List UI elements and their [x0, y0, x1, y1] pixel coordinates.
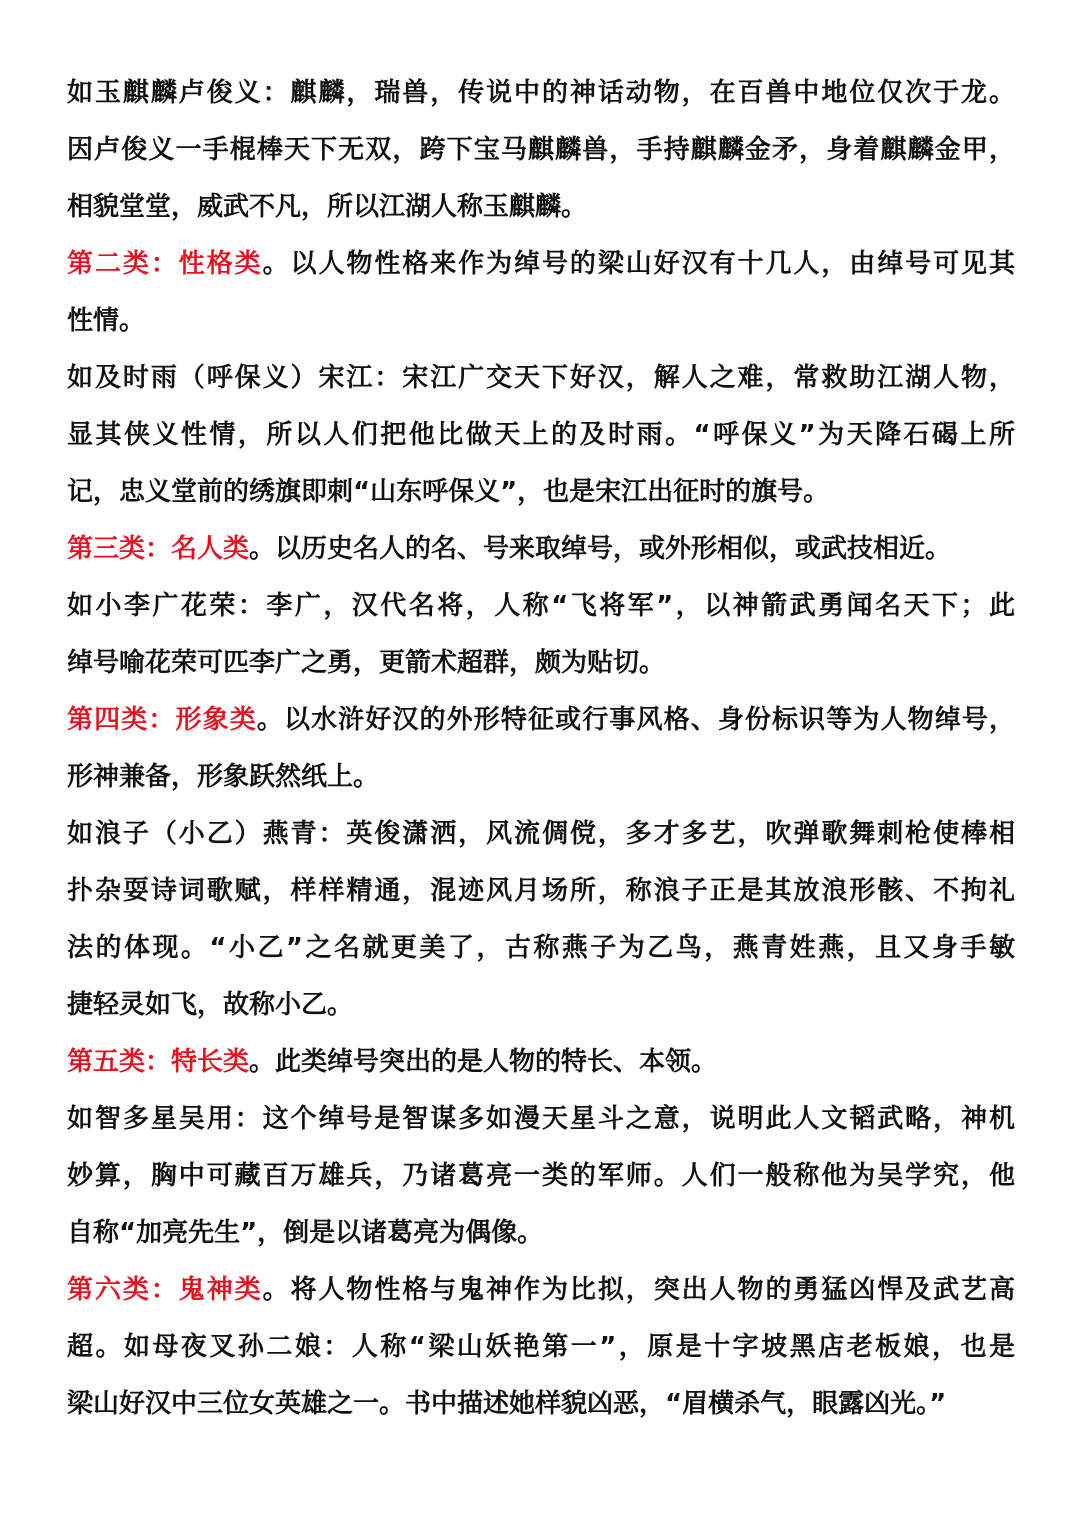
text-line [67, 1091, 1015, 1148]
line-text: 梁山好汉中三位女英雄之一。书中描述她样貌凶恶，“眉横杀气，眼露凶光。” [67, 1389, 947, 1419]
line-text: 如玉麒麟卢俊义：麒麟，瑞兽，传说中的神话动物，在百兽中地位仅次于龙。 [67, 78, 1015, 108]
text-line [67, 749, 1015, 806]
line-text: 记，忠义堂前的绣旗即刺“山东呼保义”，也是宋江出征时的旗号。 [67, 477, 830, 507]
line-text: 。此类绰号突出的是人物的特长、本领。 [249, 1047, 718, 1077]
text-line [67, 464, 1015, 521]
line-text: 。以历史名人的名、号来取绰号，或外形相似，或武技相近。 [249, 534, 952, 564]
text-line [67, 1262, 1015, 1319]
category-paragraph [67, 521, 1015, 578]
line-text: 。以水浒好汉的外形特征或行事风格、身份标识等为人物绰号， [256, 705, 1015, 735]
line-text: 扑杂耍诗词歌赋，样样精通，混迹风月场所，称浪子正是其放浪形骸、不拘礼 [67, 876, 1015, 906]
line-text: 法的体现。“小乙”之名就更美了，古称燕子为乙鸟，燕青姓燕，且又身手敏 [67, 933, 1015, 963]
text-line [67, 692, 1015, 749]
line-text: 。以人物性格来作为绰号的梁山好汉有十几人，由绰号可见其 [262, 249, 1015, 279]
text-line [67, 236, 1015, 293]
category-paragraph [67, 236, 1015, 350]
line-text: 如小李广花荣：李广，汉代名将，人称“飞将军”，以神箭武勇闻名天下；此 [67, 591, 1015, 621]
text-line [67, 863, 1015, 920]
category-paragraph [67, 692, 1015, 806]
line-text: 。将人物性格与鬼神作为比拟，突出人物的勇猛凶悍及武艺高 [262, 1275, 1015, 1305]
example-paragraph [67, 65, 1015, 236]
text-line [67, 977, 1015, 1034]
category-heading: 第三类：名人类 [67, 534, 250, 564]
text-line [67, 920, 1015, 977]
document-body [67, 65, 1015, 1433]
category-paragraph [67, 1034, 1015, 1091]
line-text: 妙算，胸中可藏百万雄兵，乃诸葛亮一类的军师。人们一般称他为吴学究，他 [67, 1161, 1015, 1191]
line-text: 捷轻灵如飞，故称小乙。 [67, 990, 354, 1020]
text-line [67, 65, 1015, 122]
line-text: 如智多星吴用：这个绰号是智谋多如漫天星斗之意，说明此人文韬武略，神机 [67, 1104, 1015, 1134]
text-line [67, 1034, 1015, 1091]
text-line [67, 521, 1015, 578]
example-paragraph [67, 578, 1015, 692]
line-text: 性情。 [67, 306, 146, 336]
example-paragraph [67, 806, 1015, 1034]
category-heading: 第六类：鬼神类 [67, 1275, 263, 1305]
text-line [67, 1205, 1015, 1262]
category-heading: 第二类：性格类 [67, 249, 263, 279]
category-heading: 第五类：特长类 [67, 1047, 250, 1077]
text-line [67, 1319, 1015, 1376]
example-paragraph [67, 1091, 1015, 1262]
line-text: 自称“加亮先生”，倒是以诸葛亮为偶像。 [67, 1218, 544, 1248]
category-heading: 第四类：形象类 [67, 705, 257, 735]
line-text: 显其侠义性情，所以人们把他比做天上的及时雨。“呼保义”为天降石碣上所 [67, 420, 1015, 450]
text-line [67, 350, 1015, 407]
line-text: 形神兼备，形象跃然纸上。 [67, 762, 380, 792]
line-text: 相貌堂堂，威武不凡，所以江湖人称玉麒麟。 [67, 192, 588, 222]
category-paragraph [67, 1262, 1015, 1433]
line-text: 因卢俊义一手棍棒天下无双，跨下宝马麒麟兽，手持麒麟金矛，身着麒麟金甲， [67, 135, 1015, 165]
line-text: 如浪子（小乙）燕青：英俊潇洒，风流倜傥，多才多艺，吹弹歌舞刺枪使棒相 [67, 819, 1015, 849]
line-text: 超。如母夜叉孙二娘：人称“梁山妖艳第一”，原是十字坡黑店老板娘，也是 [67, 1332, 1015, 1362]
text-line [67, 635, 1015, 692]
text-line [67, 179, 1015, 236]
text-line [67, 293, 1015, 350]
text-line [67, 122, 1015, 179]
text-line [67, 1376, 1015, 1433]
line-text: 如及时雨（呼保义）宋江：宋江广交天下好汉，解人之难，常救助江湖人物， [67, 363, 1015, 393]
example-paragraph [67, 350, 1015, 521]
text-line [67, 806, 1015, 863]
text-line [67, 1148, 1015, 1205]
text-line [67, 407, 1015, 464]
text-line [67, 578, 1015, 635]
line-text: 绰号喻花荣可匹李广之勇，更箭术超群，颇为贴切。 [67, 648, 666, 678]
